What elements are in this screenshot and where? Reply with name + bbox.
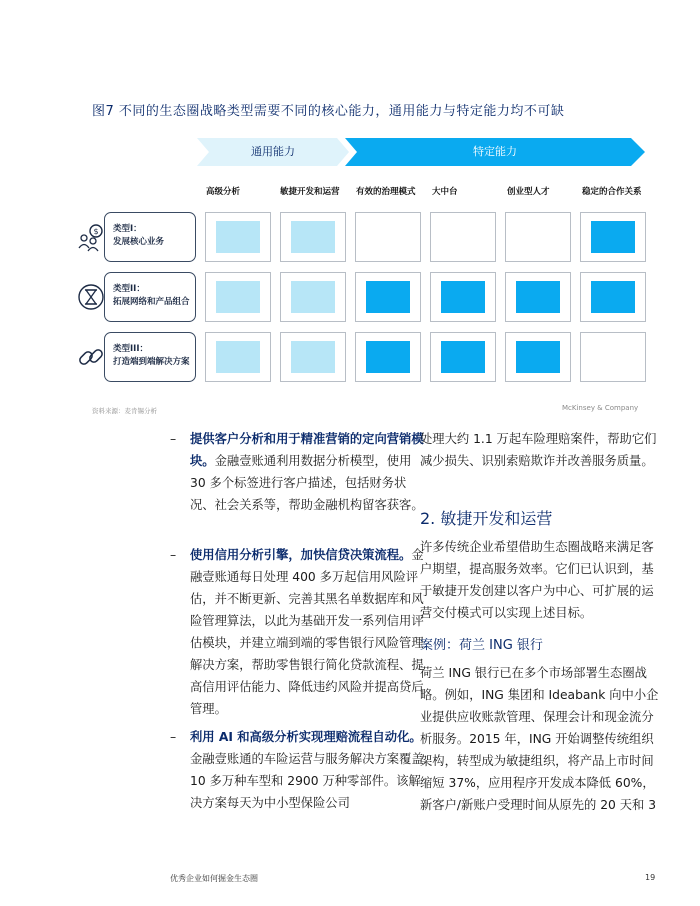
right-column — [420, 428, 660, 472]
dash-bullet: – — [170, 432, 177, 446]
strong-fill — [366, 281, 410, 313]
hourglass-icon — [76, 282, 106, 312]
specific-capability-label: 特定能力 — [473, 145, 517, 158]
row-label-line: 打造端到端解决方案 — [113, 357, 190, 367]
column-header: 创业型人才 — [507, 187, 550, 197]
matrix-cell — [580, 272, 646, 322]
row-label-type2 — [104, 272, 196, 322]
light-fill — [216, 281, 260, 313]
strong-fill — [591, 221, 635, 253]
case-heading: 案例：荷兰 ING 银行 — [420, 638, 543, 653]
matrix-cell — [355, 332, 421, 382]
row-label-type1 — [104, 212, 196, 262]
row-label-line: 类型I： — [113, 224, 142, 234]
strong-fill — [366, 341, 410, 373]
column-header: 高级分析 — [206, 187, 241, 197]
light-fill — [291, 341, 335, 373]
strong-fill — [441, 341, 485, 373]
strong-fill — [516, 281, 560, 313]
matrix-cell — [505, 272, 571, 322]
bullet-text: 金融壹账通每日处理 400 多万起信用风险评估，并不断更新、完善其黑名单数据库和风险管理算法，以此为基础开发一系列信用评估模块，并建立端到端的零售银行风险管理解决方案，帮助零售银行简化贷款流程、提高信用评估能力、降低违约风险并提高贷后管理。 — [190, 548, 424, 716]
matrix-cell — [205, 212, 271, 262]
column-header: 敏捷开发和运营 — [280, 187, 340, 197]
svg-text:$: $ — [93, 227, 99, 236]
bullet-heading: 利用 AI 和高级分析实现理赔流程自动化。 — [190, 730, 422, 744]
matrix-cell — [430, 212, 496, 262]
bullet-text: 金融壹账通利用数据分析模型，使用 30 多个标签进行客户描述，包括财务状况、社会关系等，帮助金融机构留客获客。 — [190, 454, 424, 512]
figure-title: 图7 不同的生态圈战略类型需要不同的核心能力，通用能力与特定能力均不可缺 — [92, 104, 565, 119]
bullet-text: 金融壹账通的车险运营与服务解决方案覆盖 10 多万种车型和 2900 万种零部件。该解决方案每天为中小型保险公司 — [190, 752, 424, 810]
dash-bullet: – — [170, 730, 177, 744]
bullet-item — [170, 726, 430, 814]
column-header: 稳定的合作关系 — [582, 187, 642, 197]
row-label-line: 类型II： — [113, 284, 145, 294]
section-heading: 2. 敏捷开发和运营 — [420, 509, 553, 528]
column-header: 大中台 — [432, 187, 458, 197]
matrix-cell — [580, 332, 646, 382]
brand-credit: McKinsey & Company — [562, 404, 639, 412]
matrix-cell — [355, 212, 421, 262]
matrix-cell — [580, 212, 646, 262]
page-number: 19 — [645, 873, 656, 882]
light-fill — [216, 341, 260, 373]
general-capability-label: 通用能力 — [251, 145, 295, 158]
matrix-cell — [505, 212, 571, 262]
matrix-cell — [355, 272, 421, 322]
matrix-cell — [205, 332, 271, 382]
matrix-cell — [280, 332, 346, 382]
matrix-cell — [505, 332, 571, 382]
section-paragraph: 许多传统企业希望借助生态圈战略来满足客户期望，提高服务效率。它们已认识到，基于敏捷开发创建以客户为中心、可扩展的运营交付模式可以实现上述目标。 — [420, 540, 654, 620]
continuation-text: 处理大约 1.1 万起车险理赔案件，帮助它们减少损失、识别索赔欺诈并改善服务质量。 — [420, 432, 657, 468]
matrix-cell — [205, 272, 271, 322]
column-header: 有效的治理模式 — [356, 187, 416, 197]
row-label-type3 — [104, 332, 196, 382]
light-fill — [291, 221, 335, 253]
bullet-item — [170, 544, 430, 720]
dash-bullet: – — [170, 548, 177, 562]
matrix-cell — [280, 272, 346, 322]
light-fill — [291, 281, 335, 313]
row-label-line: 发展核心业务 — [113, 237, 165, 247]
strong-fill — [516, 341, 560, 373]
coins-people-icon — [76, 222, 106, 252]
light-fill — [216, 221, 260, 253]
matrix-cell — [430, 272, 496, 322]
bullet-heading: 提供客户分析和用于精准营销的定向营销模块。 — [190, 432, 424, 468]
strong-fill — [441, 281, 485, 313]
chain-link-icon — [76, 342, 106, 372]
general-capability-banner — [197, 138, 349, 166]
bullet-item — [170, 428, 430, 516]
matrix-cell — [280, 212, 346, 262]
row-label-line: 类型III： — [113, 344, 148, 354]
matrix-cell — [430, 332, 496, 382]
footer-title: 优秀企业如何掘金生态圈 — [170, 874, 258, 883]
source-note: 资料来源：麦肯锡分析 — [92, 407, 157, 415]
bullet-heading: 使用信用分析引擎，加快信贷决策流程。 — [190, 548, 412, 562]
row-label-line: 拓展网络和产品组合 — [113, 297, 190, 307]
case-paragraph: 荷兰 ING 银行已在多个市场部署生态圈战略。例如，ING 集团和 Ideabank 向中小企业提供应收账款管理、保理会计和现金流分析服务。2015 年，ING 开始调整传统组织架构，转型成为敏捷组织，将产品上市时间缩短 37%，应用程序开发成本降低 60%，新客户/新账户受理时间从原先的 20 天和 3 — [420, 666, 659, 812]
strong-fill — [591, 281, 635, 313]
specific-capability-banner — [345, 138, 645, 166]
